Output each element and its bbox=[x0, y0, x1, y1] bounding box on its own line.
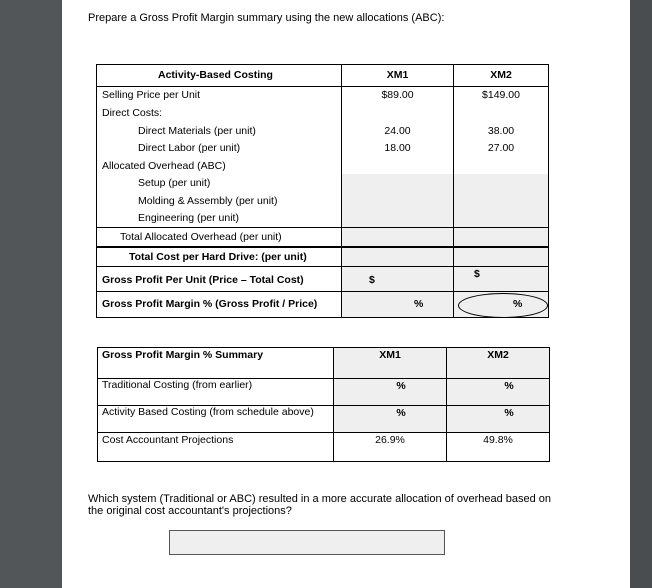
molding-label: Molding & Assembly (per unit) bbox=[138, 195, 278, 207]
selling-price-label: Selling Price per Unit bbox=[102, 89, 201, 101]
traditional-xm1: % bbox=[396, 380, 406, 392]
direct-labor-label: Direct Labor (per unit) bbox=[138, 142, 241, 154]
xm2-total-cost-input[interactable] bbox=[454, 247, 548, 267]
xm1-total-cost-input[interactable] bbox=[342, 247, 453, 267]
xm2-gross-profit-input[interactable] bbox=[454, 267, 548, 292]
xm1-engineering-input[interactable] bbox=[342, 209, 453, 227]
setup-label: Setup (per unit) bbox=[138, 177, 211, 189]
xm1-total-allocated-input[interactable] bbox=[342, 228, 453, 246]
projections-label: Cost Accountant Projections bbox=[102, 434, 234, 446]
direct-materials-xm2: 38.00 bbox=[487, 125, 515, 137]
projections-xm1: 26.9% bbox=[375, 434, 405, 446]
xm1-molding-input[interactable] bbox=[342, 192, 453, 209]
selling-price-xm2: $149.00 bbox=[482, 89, 520, 101]
allocated-overhead-label: Allocated Overhead (ABC) bbox=[102, 160, 226, 172]
selling-price-xm1: $89.00 bbox=[381, 89, 414, 101]
question-line-1: Which system (Traditional or ABC) resulted in a more accurate allocation of overhead based on bbox=[88, 493, 552, 505]
abc-row-xm1: % bbox=[396, 407, 406, 419]
xm2-molding-input[interactable] bbox=[454, 192, 548, 209]
gross-margin-xm2: % bbox=[513, 298, 523, 310]
gross-margin-label: Gross Profit Margin % (Gross Profit / Price) bbox=[102, 298, 318, 310]
xm1-gross-margin-input[interactable] bbox=[342, 292, 453, 317]
traditional-xm2: % bbox=[504, 380, 514, 392]
total-cost-label: Total Cost per Hard Drive: (per unit) bbox=[129, 251, 307, 263]
direct-costs-label: Direct Costs: bbox=[102, 107, 163, 119]
total-allocated-label: Total Allocated Overhead (per unit) bbox=[120, 231, 282, 243]
viewer-background bbox=[630, 0, 652, 588]
gross-margin-xm1: % bbox=[414, 298, 424, 310]
abc-col-xm1: XM1 bbox=[386, 69, 409, 81]
gross-profit-label: Gross Profit Per Unit (Price – Total Cost) bbox=[102, 274, 304, 286]
traditional-label: Traditional Costing (from earlier) bbox=[102, 379, 253, 391]
annotation-ellipse bbox=[458, 293, 548, 318]
gross-profit-xm1: $ bbox=[369, 274, 375, 286]
projections-xm2: 49.8% bbox=[483, 434, 513, 446]
xm2-total-allocated-input[interactable] bbox=[454, 228, 548, 246]
abc-col-xm2: XM2 bbox=[490, 69, 512, 81]
summary-header: Gross Profit Margin % Summary bbox=[102, 349, 264, 361]
engineering-label: Engineering (per unit) bbox=[138, 212, 239, 224]
direct-labor-xm1: 18.00 bbox=[384, 142, 411, 154]
abc-row-xm2: % bbox=[504, 407, 514, 419]
summary-col-xm2: XM2 bbox=[487, 349, 509, 361]
direct-labor-xm2: 27.00 bbox=[487, 142, 515, 154]
answer-input[interactable] bbox=[169, 530, 445, 555]
direct-materials-xm1: 24.00 bbox=[384, 125, 411, 137]
direct-materials-label: Direct Materials (per unit) bbox=[138, 125, 256, 137]
xm1-setup-input[interactable] bbox=[342, 174, 453, 192]
instructions-text: Prepare a Gross Profit Margin summary using the new allocations (ABC): bbox=[88, 12, 445, 24]
summary-col-xm1: XM1 bbox=[379, 349, 401, 361]
xm2-engineering-input[interactable] bbox=[454, 209, 548, 227]
question-line-2: the original cost accountant's projections? bbox=[88, 505, 292, 517]
abc-header: Activity-Based Costing bbox=[158, 69, 273, 81]
gross-profit-xm2: $ bbox=[474, 268, 480, 280]
xm1-gross-profit-input[interactable] bbox=[342, 267, 453, 292]
xm2-setup-input[interactable] bbox=[454, 174, 548, 192]
abc-row-label: Activity Based Costing (from schedule above) bbox=[102, 406, 314, 418]
